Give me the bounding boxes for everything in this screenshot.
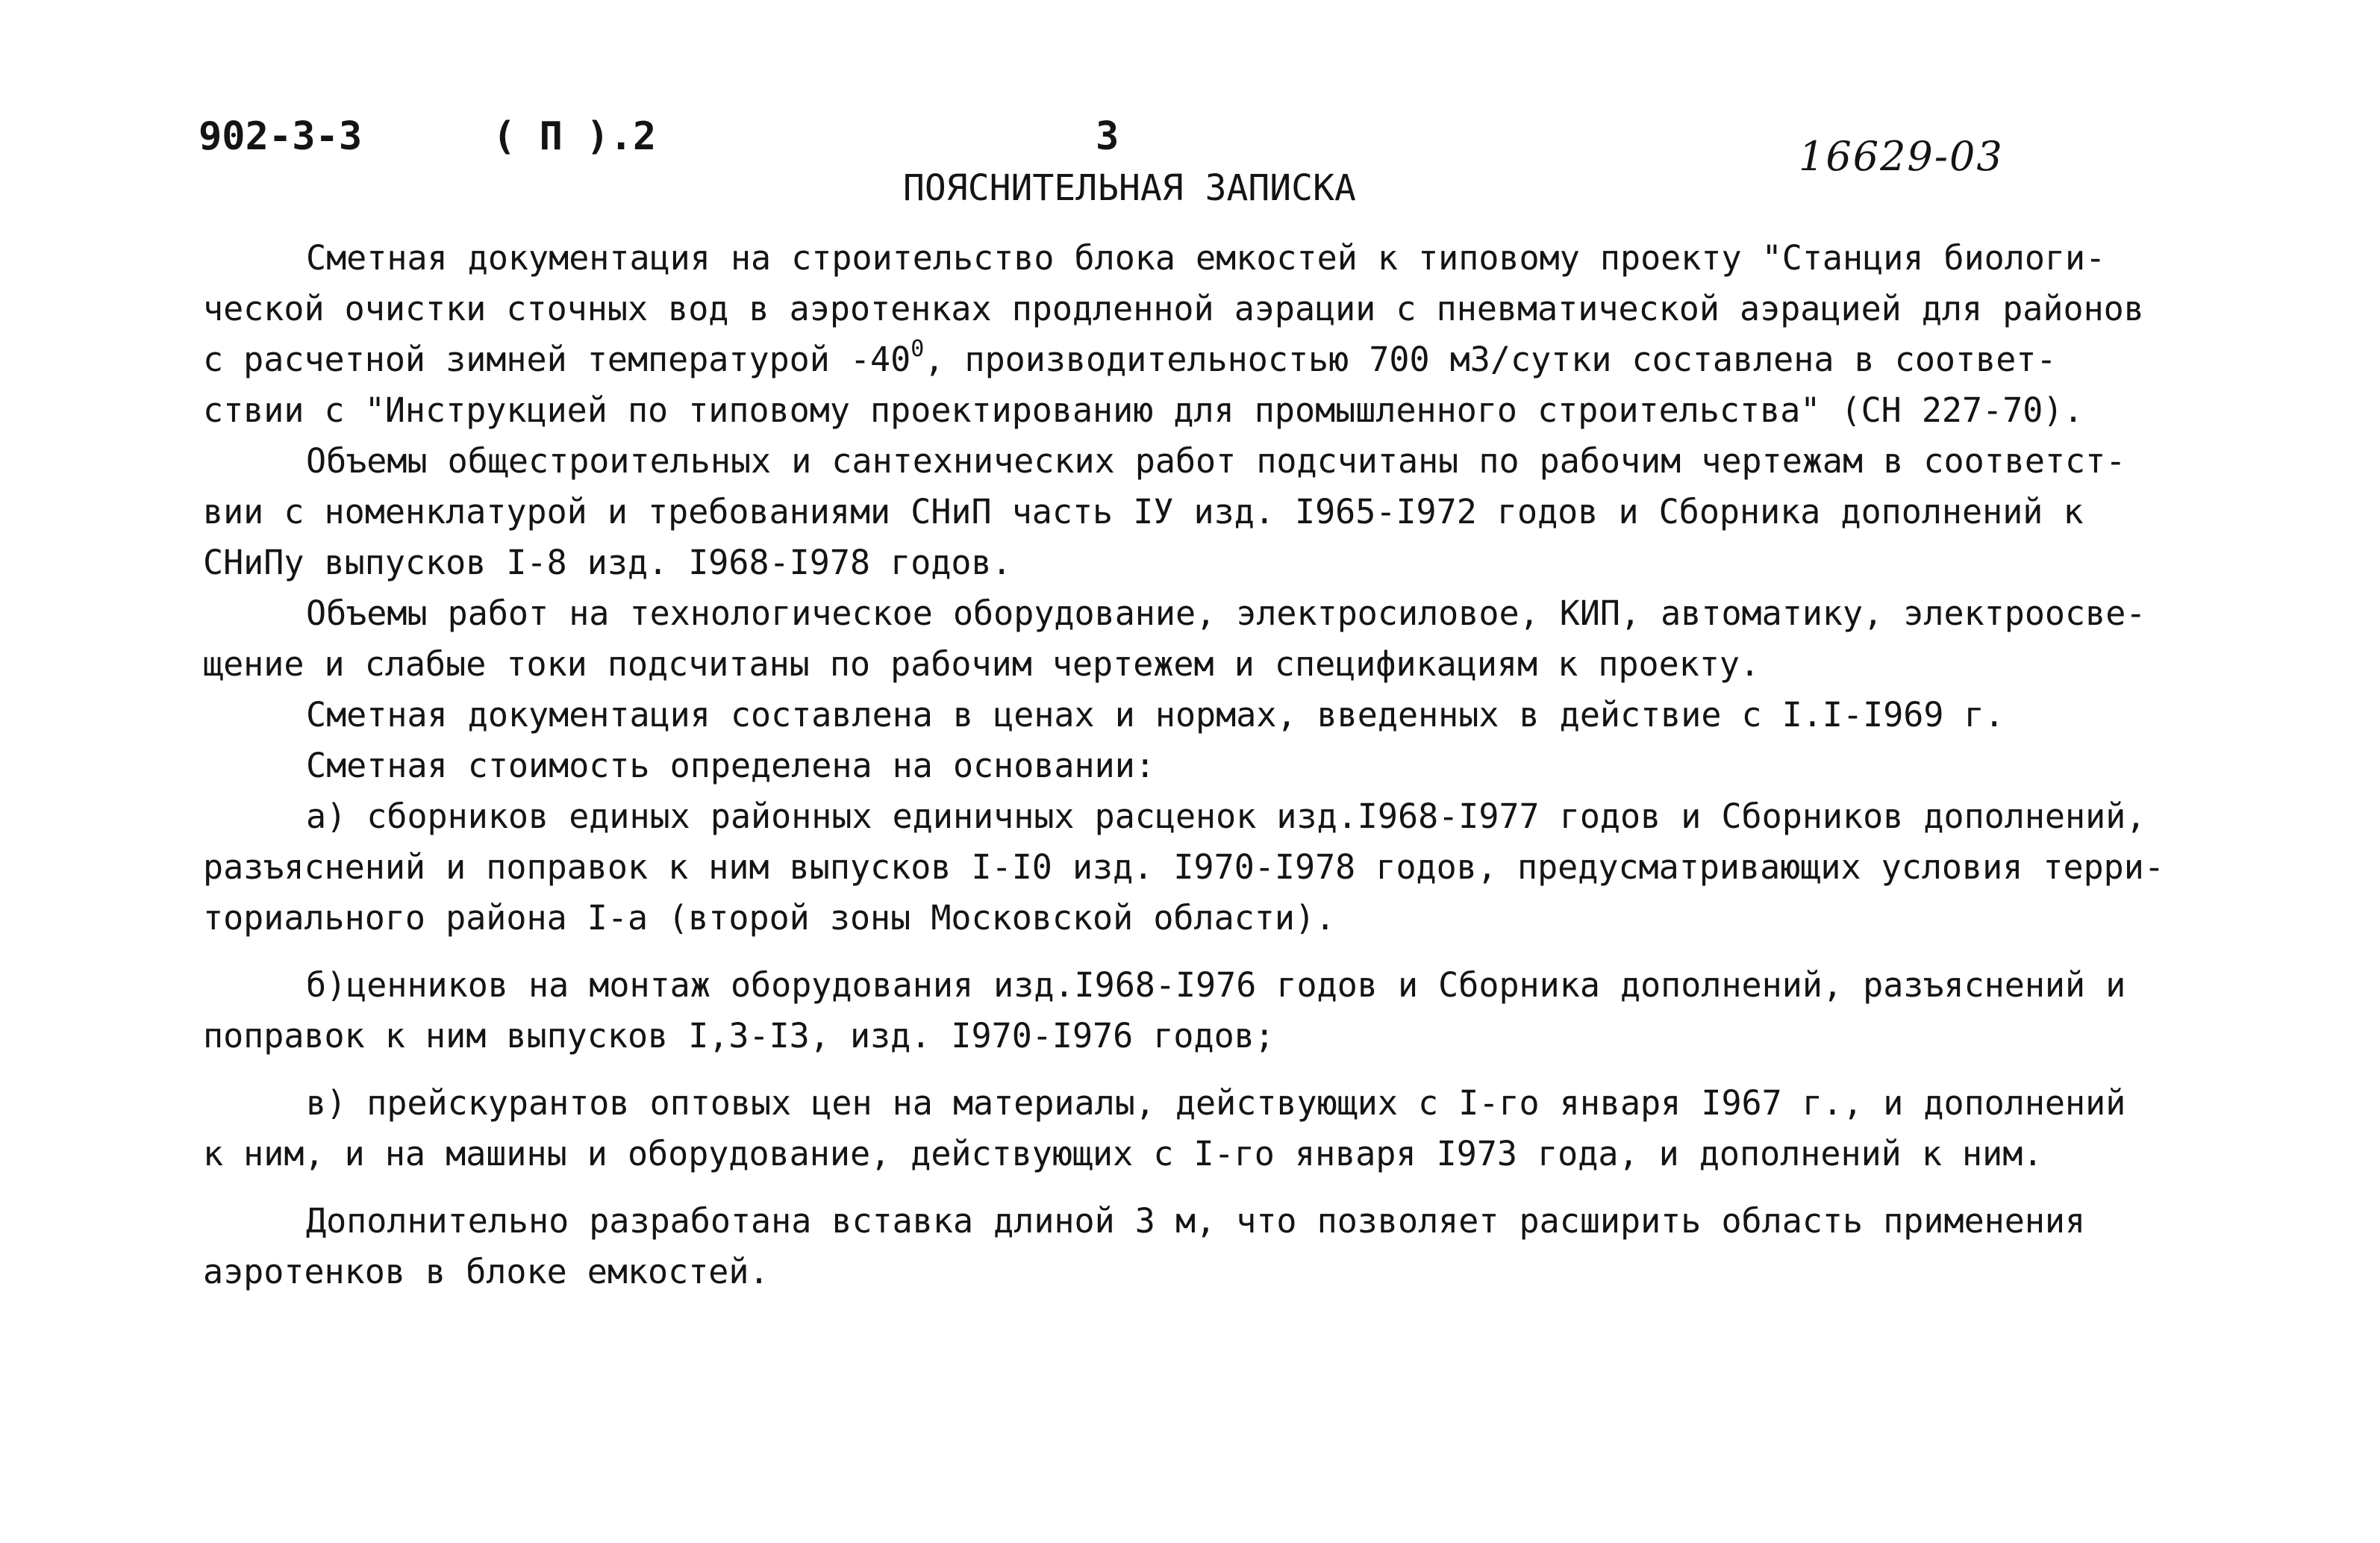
text-line: к ним, и на машины и оборудование, действующих с I-го января I973 года, и дополнений к ним.	[203, 1134, 2043, 1173]
text-line: щение и слабые токи подсчитаны по рабочим чертежем и спецификациям к проекту.	[203, 644, 1761, 684]
text-line: а) сборников единых районных единичных расценок изд.I968-I977 годов и Сборников дополнений,	[306, 797, 2146, 836]
list-item-v	[203, 1078, 2233, 1179]
text-fragment: с расчетной зимней температурой -40	[203, 340, 911, 379]
text-line: в) прейскурантов оптовых цен на материалы, действующих с I-го января I967 г., и дополнений	[306, 1083, 2126, 1123]
text-line: поправок к ним выпусков I,3-I3, изд. I970-I976 годов;	[203, 1016, 1275, 1056]
paragraph-prices	[203, 690, 2233, 741]
text-line: СНиПу выпусков I-8 изд. I968-I978 годов.	[203, 543, 1012, 582]
paragraph-volumes	[203, 436, 2233, 588]
text-line: ческой очистки сточных вод в аэротенках продленной аэрации с пневматической аэрацией для районов	[203, 289, 2144, 328]
document-code: 902-3-3	[199, 114, 363, 159]
text-line: Объемы работ на технологическое оборудование, электросиловое, КИП, автоматику, электроосве-	[306, 593, 2146, 633]
degree-superscript: 0	[911, 336, 925, 362]
text-line: б)ценников на монтаж оборудования изд.I968-I976 годов и Сборника дополнений, разъяснений и	[306, 965, 2126, 1005]
text-line: Сметная документация составлена в ценах и нормах, введенных в действие с I.I-I969 г.	[306, 695, 2005, 735]
list-item-a	[203, 791, 2233, 944]
list-item-b	[203, 960, 2233, 1062]
paragraph-equipment	[203, 588, 2233, 690]
page-title: ПОЯСНИТЕЛЬНАЯ ЗАПИСКА	[903, 167, 1356, 209]
text-line: Сметная стоимость определена на основании:	[306, 746, 1155, 785]
text-line: вии с номенклатурой и требованиями СНиП часть IУ изд. I965-I972 годов и Сборника дополнений к	[203, 492, 2084, 532]
sheet-mark: ( П ).2	[493, 114, 657, 159]
paragraph-basis	[203, 741, 2233, 791]
text-line: разъяснений и поправок к ним выпусков I-I0 изд. I970-I978 годов, предусматривающих условия терри-	[203, 847, 2164, 887]
handwritten-number: 16629-03	[1799, 133, 2004, 180]
text-line: Дополнительно разработана вставка длиной 3 м, что позволяет расширить область применения	[306, 1201, 2086, 1241]
text-line: Объемы общестроительных и сантехнических работ подсчитаны по рабочим чертежам в соответст-	[306, 441, 2126, 481]
text-line: аэротенков в блоке емкостей.	[203, 1252, 769, 1291]
text-line: Сметная документация на строительство блока емкостей к типовому проекту "Станция биологи-	[306, 238, 2106, 278]
paragraph-intro	[203, 233, 2233, 436]
text-line	[203, 334, 2233, 385]
text-line: ториального района I-а (второй зоны Московской области).	[203, 898, 1336, 938]
paragraph-insert	[203, 1196, 2233, 1297]
page-number: 3	[1096, 114, 1119, 159]
text-line: ствии с "Инструкцией по типовому проектированию для промышленного строительства" (СН 227-70).	[203, 390, 2084, 430]
text-fragment: , производительностью 700 м3/сутки составлена в соответ-	[924, 340, 2057, 379]
document-body	[203, 233, 2233, 1297]
